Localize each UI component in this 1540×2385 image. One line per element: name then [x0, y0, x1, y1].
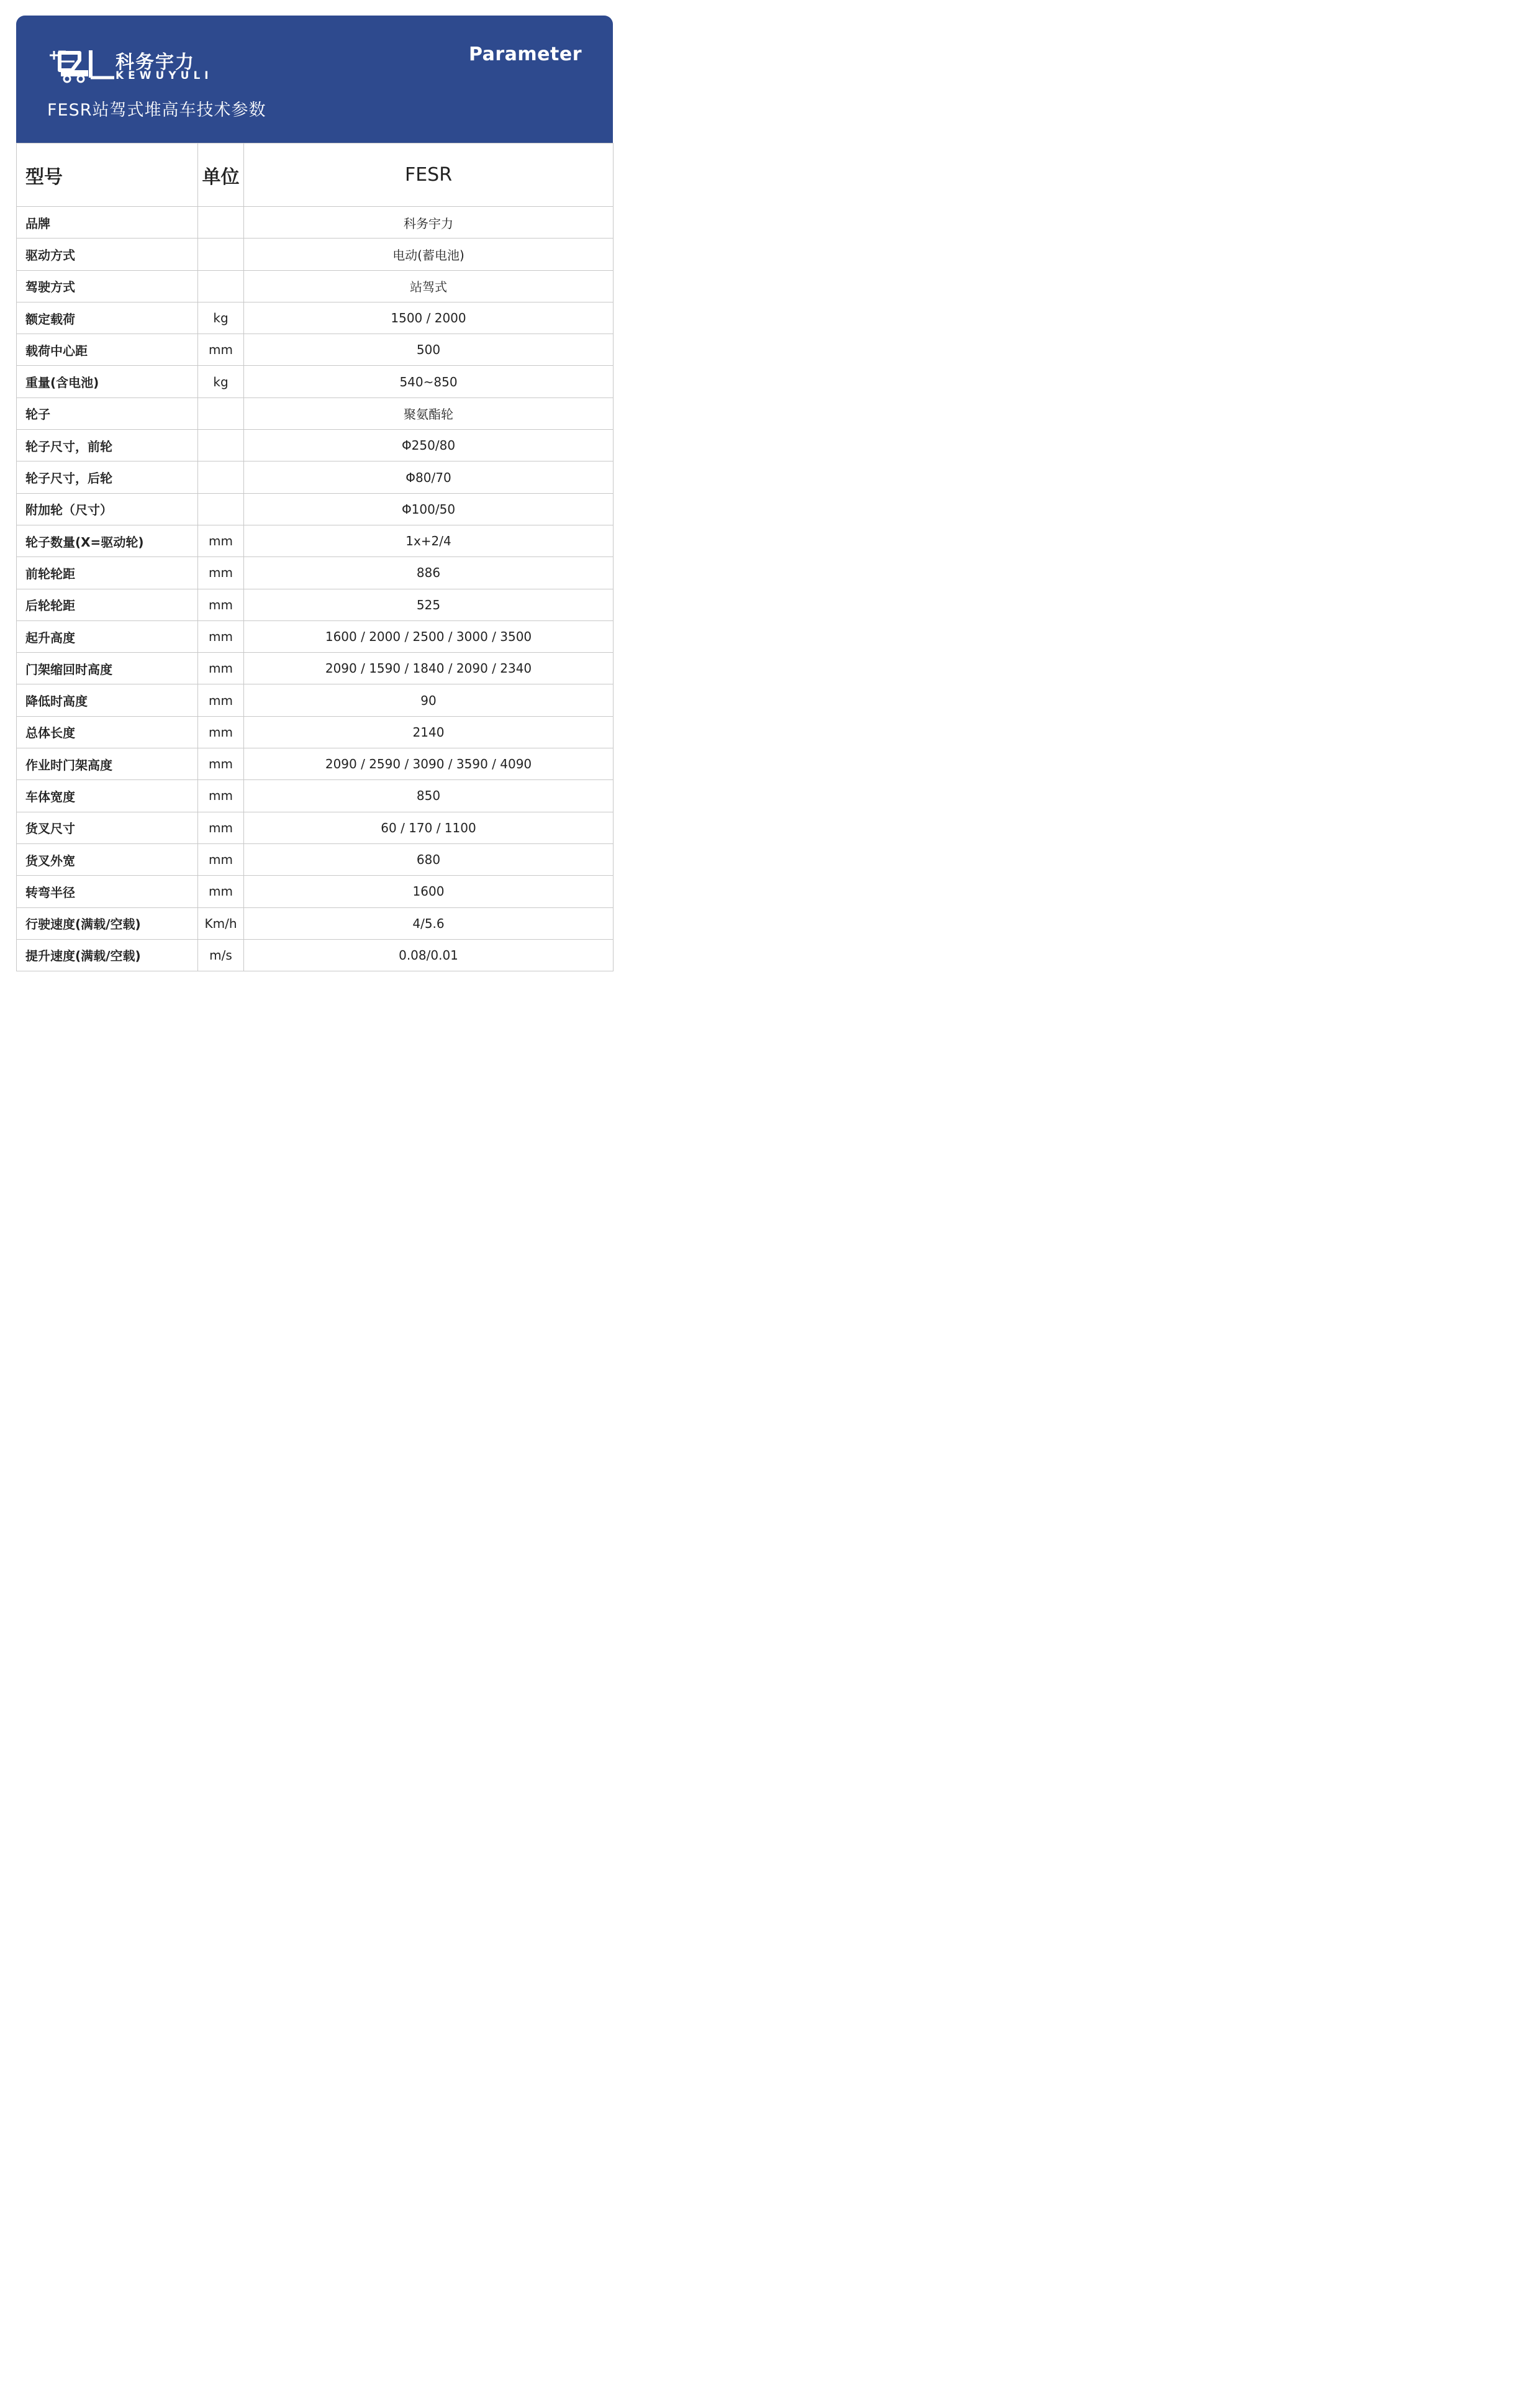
spec-unit-cell: mm	[198, 812, 244, 843]
spec-name-cell: 转弯半径	[17, 876, 198, 907]
spec-unit-cell: mm	[198, 653, 244, 684]
spec-name-cell: 前轮轮距	[17, 557, 198, 589]
table-row	[17, 238, 614, 270]
logo-chinese-text: 科务宇力	[116, 52, 195, 73]
spec-name-cell: 后轮轮距	[17, 589, 198, 620]
table-row	[17, 748, 614, 780]
header-banner	[16, 16, 613, 143]
spec-unit-cell: mm	[198, 684, 244, 716]
spec-name-cell: 额定载荷	[17, 302, 198, 334]
table-row	[17, 620, 614, 652]
spec-unit-cell	[198, 238, 244, 270]
spec-name-cell: 降低时高度	[17, 684, 198, 716]
spec-value-cell: 680	[244, 843, 614, 875]
spec-unit-cell: mm	[198, 780, 244, 812]
spec-value-cell: 4/5.6	[244, 907, 614, 939]
spec-unit-cell	[198, 493, 244, 525]
spec-unit-cell: kg	[198, 366, 244, 398]
spec-name-cell: 货叉尺寸	[17, 812, 198, 843]
spec-table	[16, 143, 614, 971]
table-row	[17, 907, 614, 939]
table-row	[17, 525, 614, 556]
spec-unit-cell: mm	[198, 748, 244, 780]
spec-name-cell: 行驶速度(满载/空载)	[17, 907, 198, 939]
spec-value-cell: 500	[244, 334, 614, 366]
column-header-unit: 单位	[198, 143, 244, 207]
table-row	[17, 780, 614, 812]
spec-value-cell: 90	[244, 684, 614, 716]
table-row	[17, 716, 614, 748]
spec-unit-cell: mm	[198, 876, 244, 907]
table-row	[17, 398, 614, 429]
spec-value-cell: 站驾式	[244, 270, 614, 302]
table-row	[17, 653, 614, 684]
table-row	[17, 493, 614, 525]
spec-name-cell: 品牌	[17, 207, 198, 238]
table-row	[17, 684, 614, 716]
spec-unit-cell	[198, 398, 244, 429]
spec-value-cell: 2090 / 1590 / 1840 / 2090 / 2340	[244, 653, 614, 684]
table-row	[17, 843, 614, 875]
column-header-fesr: FESR	[244, 143, 614, 207]
spec-value-cell: Φ250/80	[244, 430, 614, 461]
spec-unit-cell	[198, 207, 244, 238]
spec-unit-cell: m/s	[198, 939, 244, 971]
spec-name-cell: 轮子数量(X=驱动轮)	[17, 525, 198, 556]
spec-name-cell: 驱动方式	[17, 238, 198, 270]
spec-value-cell: 2090 / 2590 / 3090 / 3590 / 4090	[244, 748, 614, 780]
spec-name-cell: 轮子	[17, 398, 198, 429]
column-header-model: 型号	[17, 143, 198, 207]
spec-value-cell: 1500 / 2000	[244, 302, 614, 334]
spec-unit-cell: kg	[198, 302, 244, 334]
spec-unit-cell: mm	[198, 716, 244, 748]
spec-unit-cell	[198, 461, 244, 493]
spec-name-cell: 附加轮（尺寸）	[17, 493, 198, 525]
table-row	[17, 589, 614, 620]
table-row	[17, 430, 614, 461]
spec-value-cell: 电动(蓄电池)	[244, 238, 614, 270]
table-row	[17, 876, 614, 907]
spec-name-cell: 车体宽度	[17, 780, 198, 812]
spec-name-cell: 起升高度	[17, 620, 198, 652]
spec-value-cell: 聚氨酯轮	[244, 398, 614, 429]
spec-unit-cell: mm	[198, 334, 244, 366]
table-row	[17, 302, 614, 334]
table-row	[17, 207, 614, 238]
spec-table-body	[17, 207, 614, 971]
spec-name-cell: 门架缩回时高度	[17, 653, 198, 684]
table-row	[17, 461, 614, 493]
spec-name-cell: 轮子尺寸，后轮	[17, 461, 198, 493]
spec-value-cell: Φ100/50	[244, 493, 614, 525]
spec-name-cell: 载荷中心距	[17, 334, 198, 366]
spec-value-cell: 60 / 170 / 1100	[244, 812, 614, 843]
spec-unit-cell: mm	[198, 557, 244, 589]
spec-unit-cell	[198, 430, 244, 461]
spec-value-cell: 1x+2/4	[244, 525, 614, 556]
forklift-logo-icon	[47, 47, 116, 87]
spec-value-cell: 850	[244, 780, 614, 812]
spec-unit-cell: Km/h	[198, 907, 244, 939]
spec-name-cell: 提升速度(满载/空载)	[17, 939, 198, 971]
page-subtitle: FESR站驾式堆高车技术参数	[47, 101, 266, 120]
spec-value-cell: 0.08/0.01	[244, 939, 614, 971]
spec-value-cell: 科务宇力	[244, 207, 614, 238]
spec-value-cell: 1600 / 2000 / 2500 / 3000 / 3500	[244, 620, 614, 652]
spec-unit-cell: mm	[198, 843, 244, 875]
spec-value-cell: 540~850	[244, 366, 614, 398]
spec-unit-cell	[198, 270, 244, 302]
spec-value-cell: 525	[244, 589, 614, 620]
table-row	[17, 270, 614, 302]
spec-value-cell: 2140	[244, 716, 614, 748]
spec-card	[16, 16, 613, 984]
spec-name-cell: 总体长度	[17, 716, 198, 748]
table-row	[17, 939, 614, 971]
spec-unit-cell: mm	[198, 620, 244, 652]
spec-name-cell: 重量(含电池)	[17, 366, 198, 398]
parameter-label: Parameter	[468, 43, 582, 65]
table-row	[17, 334, 614, 366]
table-row	[17, 812, 614, 843]
spec-name-cell: 驾驶方式	[17, 270, 198, 302]
brand-logo	[47, 47, 215, 99]
table-row	[17, 366, 614, 398]
spec-name-cell: 作业时门架高度	[17, 748, 198, 780]
table-row	[17, 557, 614, 589]
spec-unit-cell: mm	[198, 589, 244, 620]
table-header-row	[17, 143, 614, 207]
spec-value-cell: 886	[244, 557, 614, 589]
spec-name-cell: 货叉外宽	[17, 843, 198, 875]
spec-unit-cell: mm	[198, 525, 244, 556]
logo-english-text: KEWUYULI	[116, 70, 213, 82]
spec-value-cell: Φ80/70	[244, 461, 614, 493]
spec-value-cell: 1600	[244, 876, 614, 907]
spec-name-cell: 轮子尺寸，前轮	[17, 430, 198, 461]
